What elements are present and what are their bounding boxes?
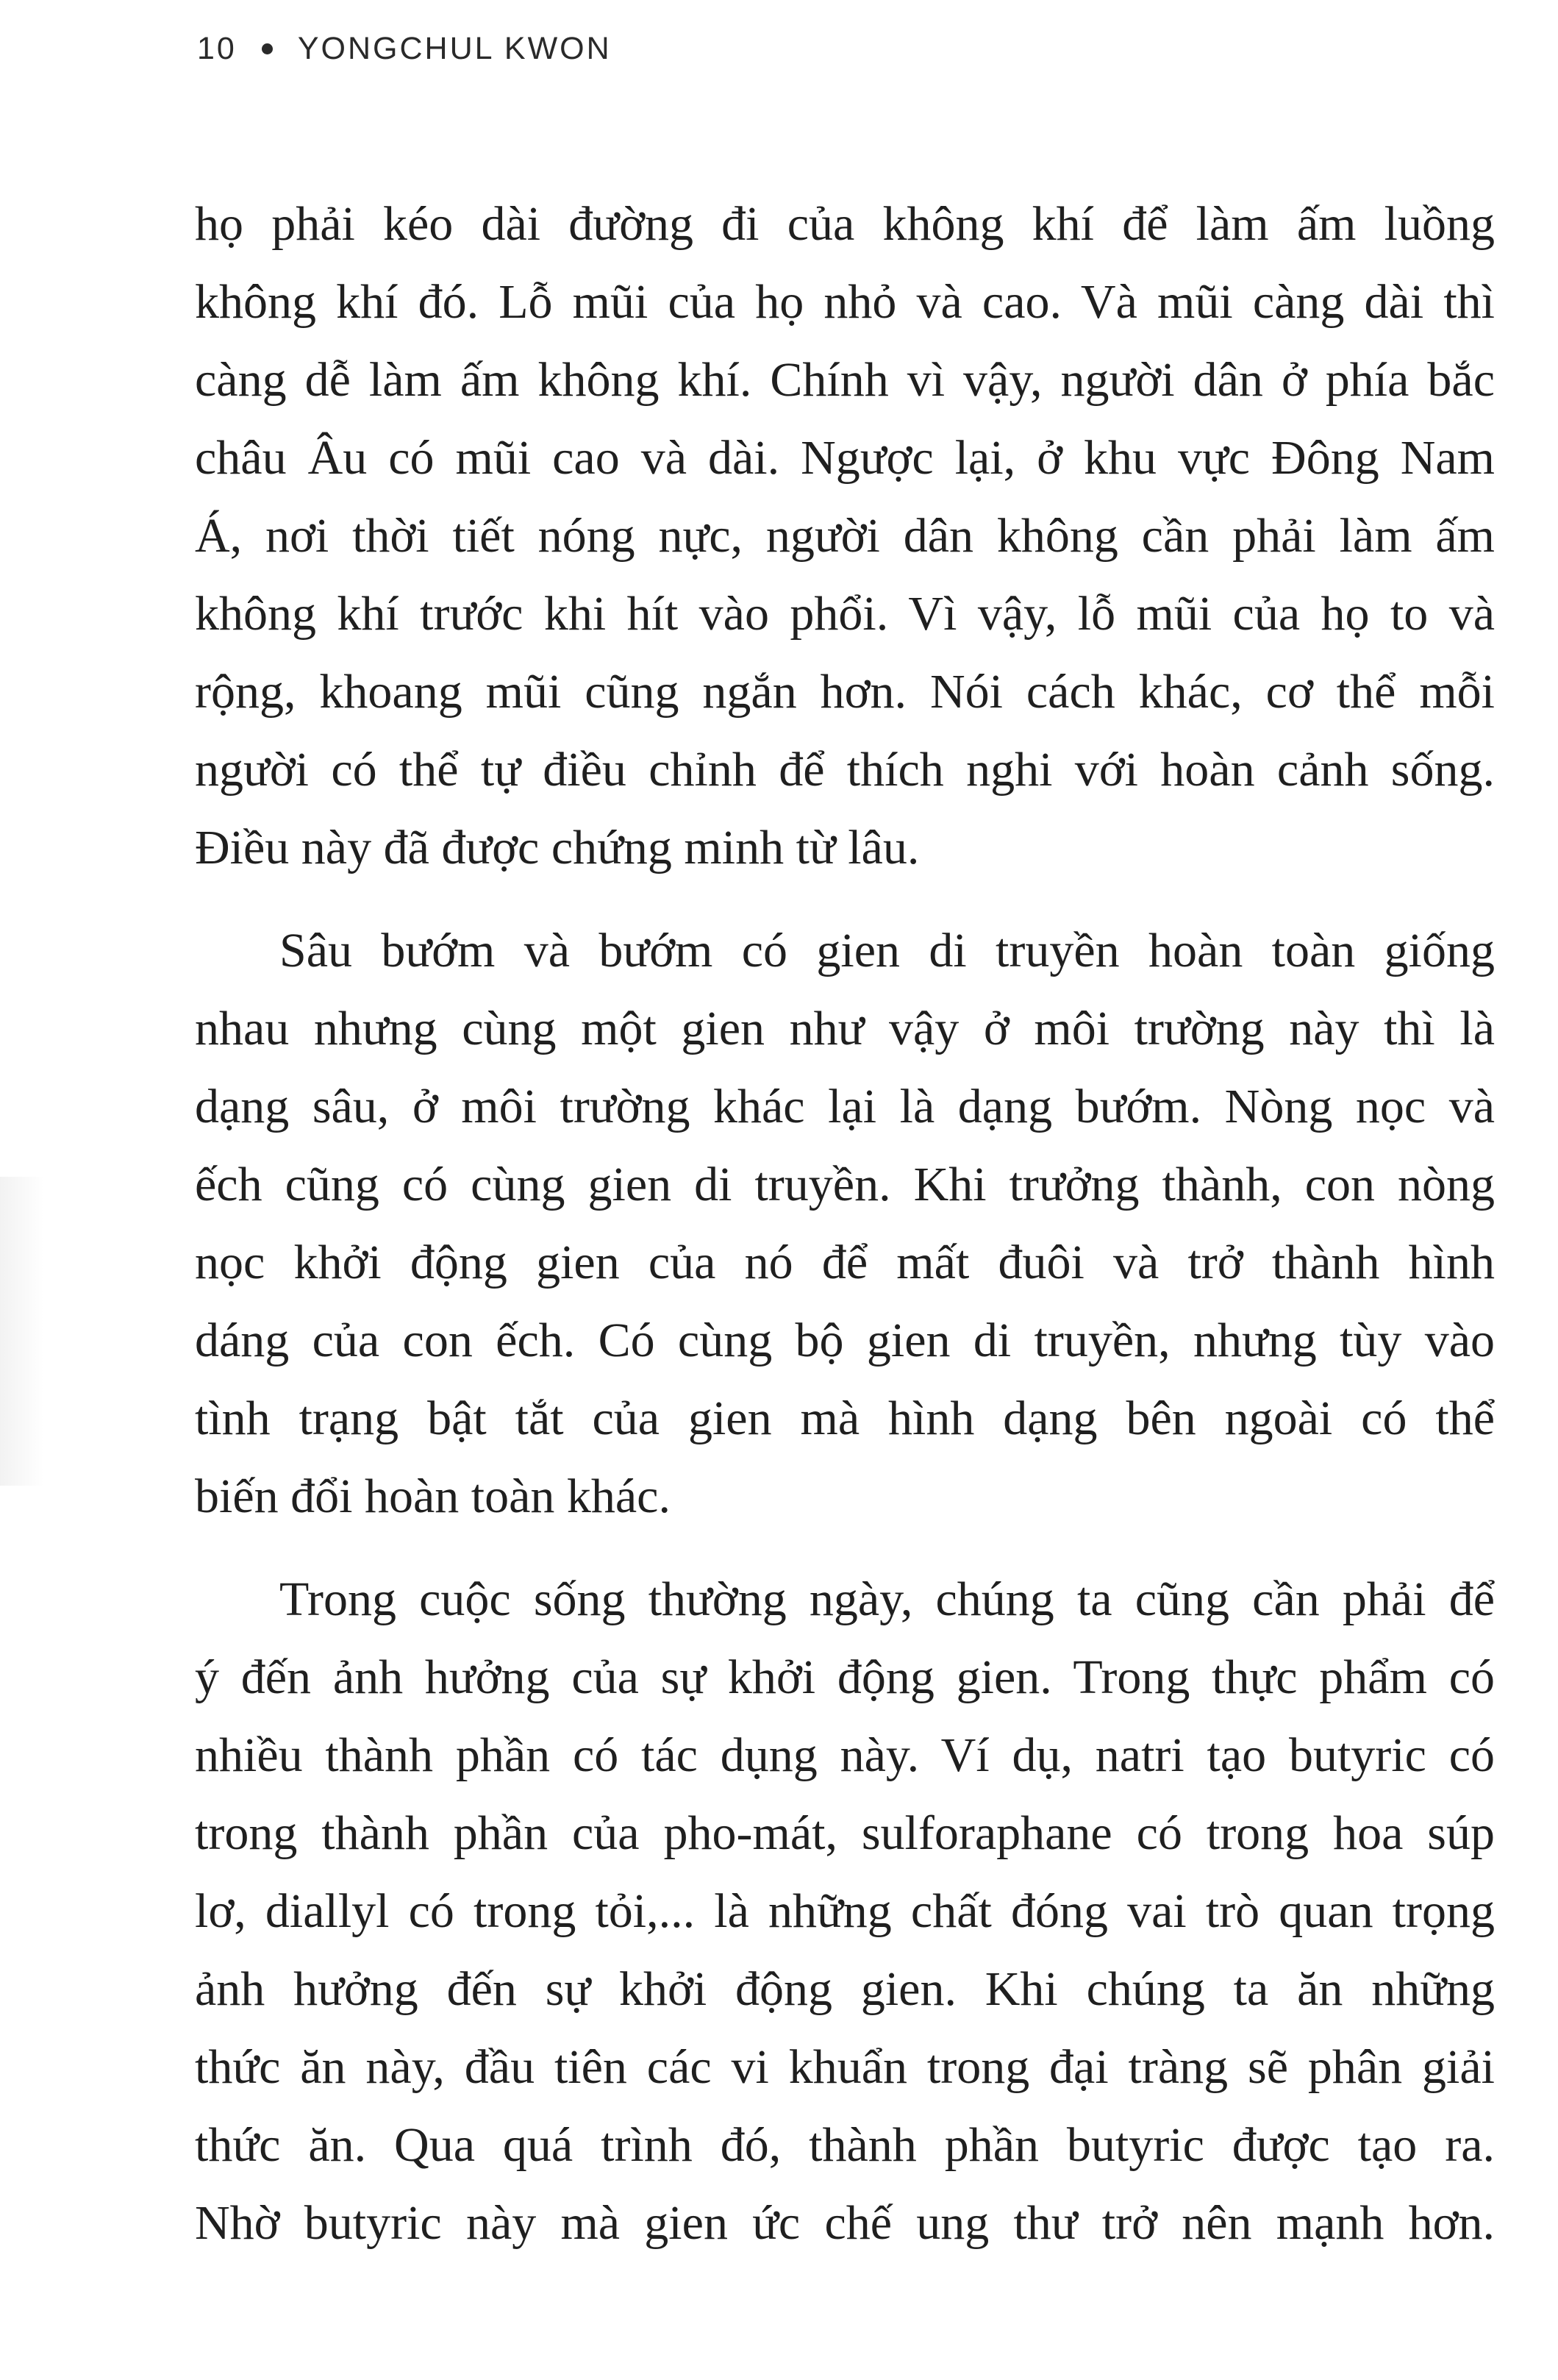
text-line: người có thể tự điều chỉnh để thích nghi với hoàn cảnh sống.: [195, 743, 1495, 797]
text-line: ảnh hưởng đến sự khởi động gien. Khi chúng ta ăn những: [195, 1962, 1495, 2016]
text-line: trong thành phần của pho-mát, sulforaphane có trong hoa súp: [195, 1806, 1495, 1860]
paragraph: [195, 185, 1495, 887]
page-number: 10: [197, 30, 237, 66]
text-line: Nhờ butyric này mà gien ức chế ung thư trở nên mạnh hơn.: [195, 2196, 1495, 2250]
text-line: nhiều thành phần có tác dụng này. Ví dụ, natri tạo butyric có: [195, 1728, 1495, 1782]
text-line: càng dễ làm ấm không khí. Chính vì vậy, người dân ở phía bắc: [195, 353, 1495, 407]
text-line: tình trạng bật tắt của gien mà hình dạng bên ngoài có thể: [195, 1392, 1495, 1445]
text-line: không khí trước khi hít vào phổi. Vì vậy, lỗ mũi của họ to và: [195, 587, 1495, 641]
paragraph-gap: [195, 887, 1495, 912]
paragraph: [195, 912, 1495, 1536]
text-line: châu Âu có mũi cao và dài. Ngược lại, ở khu vực Đông Nam: [195, 431, 1495, 485]
text-line: ý đến ảnh hưởng của sự khởi động gien. Trong thực phẩm có: [195, 1650, 1495, 1704]
bullet-separator-icon: [262, 43, 273, 54]
text-line: Sâu bướm và bướm có gien di truyền hoàn toàn giống: [279, 924, 1495, 977]
text-line: ếch cũng có cùng gien di truyền. Khi trưởng thành, con nòng: [195, 1158, 1495, 1211]
text-line: dạng sâu, ở môi trường khác lại là dạng bướm. Nòng nọc và: [195, 1080, 1495, 1133]
paragraph-gap: [195, 1536, 1495, 1561]
text-line: Điều này đã được chứng minh từ lâu.: [195, 821, 920, 874]
body-text: [195, 185, 1495, 2262]
author-name: YONGCHUL KWON: [297, 30, 612, 66]
page-edge-shadow: [0, 1177, 44, 1486]
text-line: Á, nơi thời tiết nóng nực, người dân không cần phải làm ấm: [195, 509, 1495, 563]
text-line: nọc khởi động gien của nó để mất đuôi và trở thành hình: [195, 1236, 1495, 1289]
text-line: không khí đó. Lỗ mũi của họ nhỏ và cao. Và mũi càng dài thì: [195, 275, 1495, 329]
text-line: Trong cuộc sống thường ngày, chúng ta cũng cần phải để: [279, 1572, 1495, 1626]
text-line: nhau nhưng cùng một gien như vậy ở môi trường này thì là: [195, 1002, 1495, 1055]
running-header: [197, 25, 612, 72]
text-line: rộng, khoang mũi cũng ngắn hơn. Nói cách khác, cơ thể mỗi: [195, 665, 1495, 719]
text-line: lơ, diallyl có trong tỏi,... là những chất đóng vai trò quan trọng: [195, 1884, 1495, 1938]
text-line: họ phải kéo dài đường đi của không khí để làm ấm luồng: [195, 197, 1495, 251]
text-line: thức ăn. Qua quá trình đó, thành phần butyric được tạo ra.: [195, 2118, 1495, 2172]
text-line: thức ăn này, đầu tiên các vi khuẩn trong đại tràng sẽ phân giải: [195, 2040, 1495, 2094]
text-line: biến đổi hoàn toàn khác.: [195, 1469, 671, 1523]
text-line: dáng của con ếch. Có cùng bộ gien di truyền, nhưng tùy vào: [195, 1314, 1495, 1367]
paragraph: [195, 1561, 1495, 2262]
